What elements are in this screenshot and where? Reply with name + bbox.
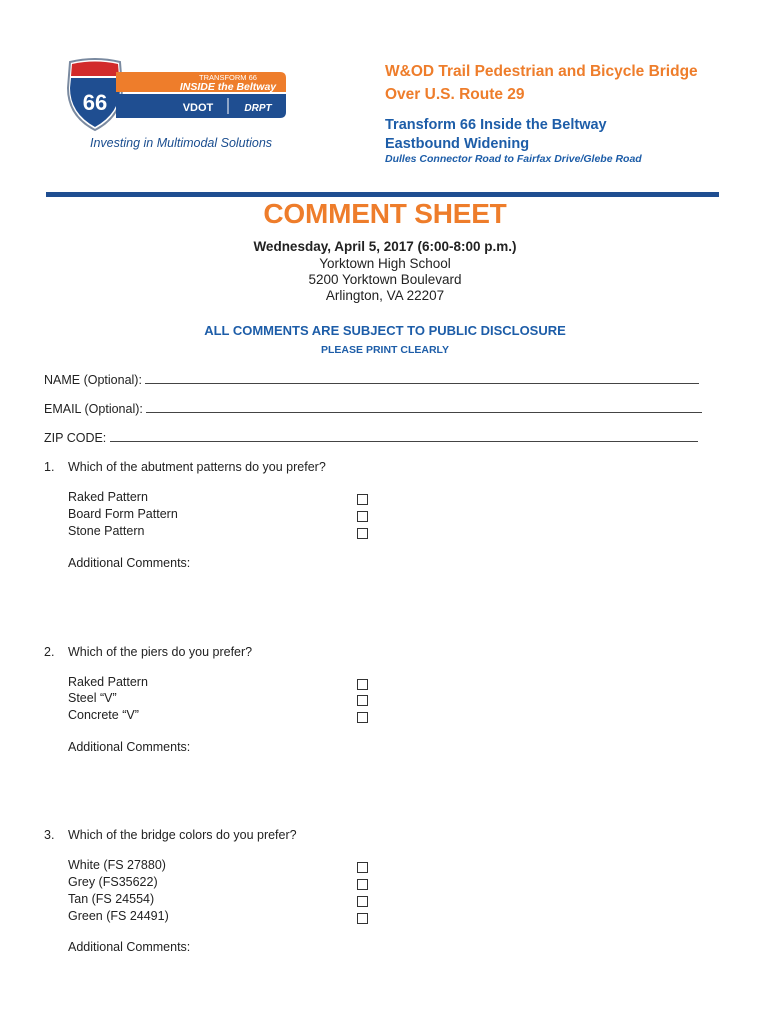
- meeting-city: Arlington, VA 22207: [325, 288, 445, 303]
- transform-66-logo: [66, 58, 288, 158]
- print-notice: PLEASE PRINT CLEARLY: [321, 344, 449, 356]
- question-2-option-1: Raked Pattern: [68, 675, 148, 689]
- question-number: 2.: [44, 645, 55, 659]
- page-title: COMMENT SHEET: [263, 198, 507, 229]
- question-3-option-4: Green (FS 24491): [68, 909, 169, 923]
- name-label: NAME (Optional):: [44, 373, 142, 387]
- question-2-additional-comments[interactable]: Additional Comments:: [68, 740, 191, 754]
- checkbox[interactable]: [357, 494, 368, 505]
- question-3-option-1: White (FS 27880): [68, 858, 166, 872]
- program-title-line2: Eastbound Widening: [385, 136, 530, 152]
- question-1-additional-comments[interactable]: Additional Comments:: [68, 556, 191, 570]
- checkbox[interactable]: [357, 879, 368, 890]
- meeting-date-time: Wednesday, April 5, 2017 (6:00-8:00 p.m.): [253, 239, 517, 254]
- question-number: 3.: [44, 828, 55, 842]
- logo-tagline: Investing in Multimodal Solutions: [90, 136, 273, 150]
- question-1-option-1: Raked Pattern: [68, 490, 148, 504]
- name-field[interactable]: [44, 372, 699, 387]
- checkbox[interactable]: [357, 913, 368, 924]
- question-1-option-3: Stone Pattern: [68, 524, 145, 538]
- question-1-option-2: Board Form Pattern: [68, 507, 178, 521]
- zip-label: ZIP CODE:: [44, 431, 107, 445]
- question-3-option-3: Tan (FS 24554): [68, 892, 155, 906]
- logo-banner-main: INSIDE the Beltway: [179, 81, 277, 93]
- question-text: Which of the piers do you prefer?: [68, 645, 253, 659]
- question-2-option-2: Steel “V”: [68, 691, 117, 705]
- question-3-option-2: Grey (FS35622): [68, 875, 158, 889]
- question-text: Which of the abutment patterns do you prefer?: [68, 460, 326, 474]
- drpt-logo: DRPT: [244, 103, 272, 114]
- meeting-venue: Yorktown High School: [319, 256, 451, 271]
- vdot-logo: VDOT: [182, 102, 214, 114]
- checkbox[interactable]: [357, 511, 368, 522]
- question-2: [44, 645, 252, 659]
- checkbox[interactable]: [357, 712, 368, 723]
- zip-field[interactable]: [44, 430, 698, 445]
- shield-number: 66: [82, 90, 108, 115]
- header-divider: [46, 192, 719, 197]
- email-input-line[interactable]: [146, 401, 702, 413]
- checkbox[interactable]: [357, 695, 368, 706]
- question-1: [44, 460, 326, 474]
- question-text: Which of the bridge colors do you prefer?: [68, 828, 297, 842]
- email-field[interactable]: [44, 401, 702, 416]
- logo-banner: [110, 70, 286, 120]
- checkbox[interactable]: [357, 896, 368, 907]
- question-3-additional-comments[interactable]: Additional Comments:: [68, 940, 191, 954]
- zip-input-line[interactable]: [110, 430, 698, 442]
- name-input-line[interactable]: [145, 372, 699, 384]
- question-2-option-3: Concrete “V”: [68, 708, 139, 722]
- disclosure-notice: ALL COMMENTS ARE SUBJECT TO PUBLIC DISCLOSURE: [204, 323, 566, 338]
- segment-subtitle: Dulles Connector Road to Fairfax Drive/Glebe Road: [385, 153, 642, 165]
- question-number: 1.: [44, 460, 55, 474]
- logo-banner-top: TRANSFORM 66: [199, 73, 257, 82]
- email-label: EMAIL (Optional):: [44, 402, 143, 416]
- project-title-line2: Over U.S. Route 29: [385, 86, 525, 103]
- project-title-line1: W&OD Trail Pedestrian and Bicycle Bridge: [385, 63, 698, 80]
- checkbox[interactable]: [357, 862, 368, 873]
- checkbox[interactable]: [357, 528, 368, 539]
- meeting-street: 5200 Yorktown Boulevard: [308, 272, 462, 287]
- program-title-line1: Transform 66 Inside the Beltway: [385, 117, 607, 133]
- checkbox[interactable]: [357, 679, 368, 690]
- question-3: [44, 828, 297, 842]
